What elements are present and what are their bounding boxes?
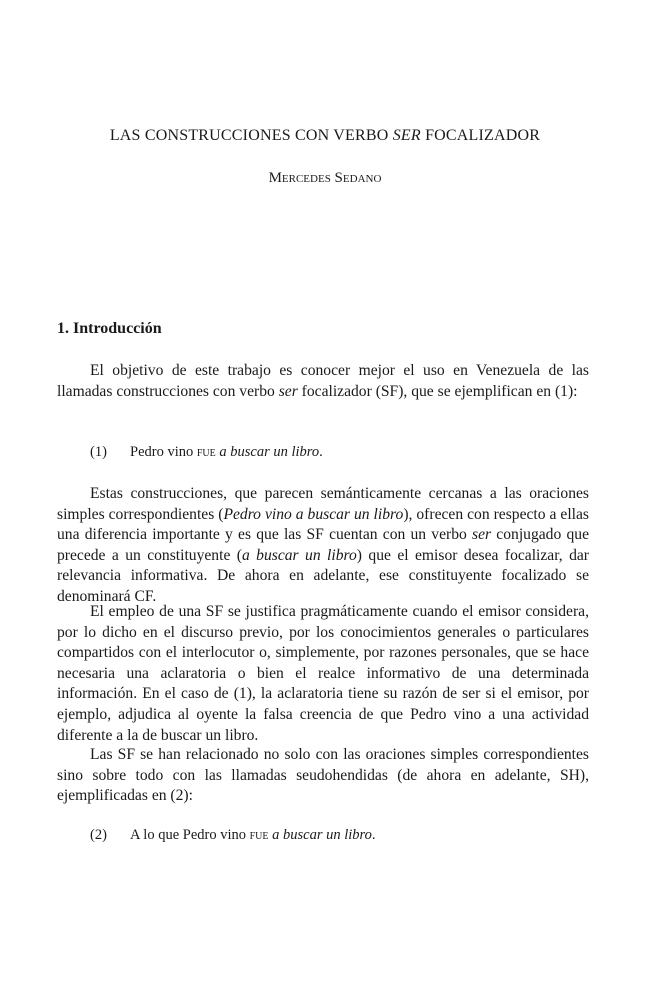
paragraph-1: [57, 361, 589, 402]
example-1: [90, 442, 323, 462]
p2-text-a: Estas construcciones, que parecen semánticamente cercanas a las oraciones simples correspondientes (: [57, 485, 589, 523]
example-number: (2): [90, 827, 107, 843]
p2-text-d: ) que el emisor desea focalizar, dar relevancia informativa. De ahora en adelante, ese constituyente focalizado se denominará CF.: [57, 546, 590, 605]
title-text-end: FOCALIZADOR: [420, 127, 541, 144]
example-end: .: [319, 444, 323, 460]
p2-italic-2: ser: [472, 526, 492, 544]
example-italic: a buscar un libro: [215, 444, 320, 460]
paragraph-3: El empleo de una SF se justifica pragmáticamente cuando el emisor considera, por lo dicho en el discurso previo, por los conocimientos generales o particulares compartidos con el interlocutor o, simplemente, por razones personales, que se hace necesaria una aclaratoria o bien el realce informativo de una determinada información. En el caso de (1), la aclaratoria tiene su razón de ser si el emisor, por ejemplo, adjudica al oyente la falsa creencia de que Pedro vino a una actividad diferente a la de buscar un libro.: [57, 603, 589, 744]
p1-text: El objetivo de este trabajo es conocer mejor el uso en Venezuela de las llamadas construcciones con verbo: [57, 362, 589, 400]
author-name: Mercedes Sedano: [268, 170, 382, 186]
p2-italic-1: Pedro vino a buscar un libro: [223, 505, 404, 523]
title-italic: SER: [392, 127, 421, 144]
title-text: LAS CONSTRUCCIONES CON VERBO: [109, 127, 393, 144]
example-text: Pedro vino: [130, 444, 197, 460]
p1-italic: ser: [278, 382, 298, 400]
paper-title: [0, 126, 650, 146]
section-heading: 1. Introducción: [57, 320, 162, 337]
p2-text-c: conjugado que precede a un constituyente (: [57, 526, 589, 564]
paragraph-2: [57, 484, 589, 608]
example-end: .: [371, 827, 376, 843]
example-2: [90, 825, 376, 845]
p1-text-end: focalizador (SF), que se ejemplifican en (1):: [297, 382, 578, 400]
p2-text-b: ), ofrecen con respecto a ellas una diferencia importante y es que las SF cuentan con un verbo: [57, 505, 589, 544]
example-text: A lo que Pedro vino: [130, 827, 250, 843]
p2-italic-3: a buscar un libro: [241, 546, 357, 564]
example-number: (1): [90, 444, 107, 460]
paragraph-4: Las SF se han relacionado no solo con las oraciones simples correspondientes sino sobre todo con las llamadas seudohendidas (de ahora en adelante, SH), ejemplificadas en (2):: [57, 746, 589, 805]
example-smallcaps: fue: [196, 444, 216, 460]
example-italic: a buscar un libro: [268, 827, 372, 843]
example-smallcaps: fue: [249, 827, 269, 843]
